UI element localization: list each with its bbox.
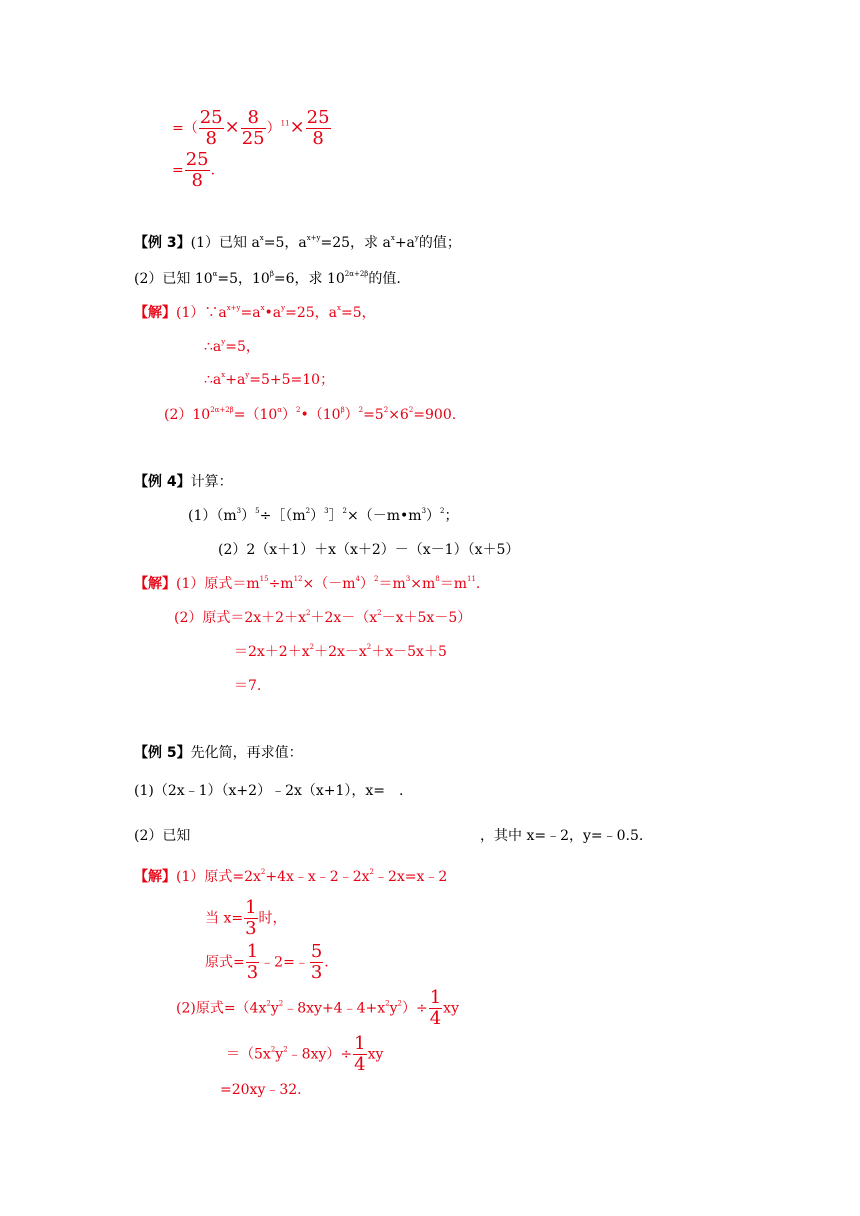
ex4-solution-4: ＝7. (234, 678, 262, 694)
exponent: 2 (305, 507, 311, 515)
exponent: x (390, 234, 395, 242)
text: 先化简，再求值： (190, 745, 303, 761)
text: ×6 (388, 407, 409, 423)
text: ＋x－5x＋5 (371, 644, 447, 660)
text: ×（－m•m (347, 508, 422, 524)
example-tag: 【例 3】 (134, 235, 191, 251)
text: ） (241, 508, 256, 524)
text: (1）（m (188, 508, 237, 524)
exponent: x+y (226, 304, 241, 312)
text: xy (443, 1000, 459, 1017)
text: y (270, 1000, 279, 1017)
fraction (199, 108, 224, 149)
text: +a (394, 235, 415, 251)
ex3-question-1 (134, 236, 461, 250)
fraction (185, 150, 210, 191)
intro-line-1 (172, 108, 332, 149)
ex5-question-2-start: (2）已知 (134, 828, 191, 844)
text: +4x﹣x﹣2﹣2x (265, 869, 370, 885)
text: •a (264, 305, 282, 321)
text: ∴a (204, 372, 222, 388)
denominator: 8 (312, 128, 324, 149)
exponent: x (221, 371, 226, 379)
text: ）÷ (401, 1000, 428, 1017)
text: =25，a (285, 305, 338, 321)
text: 原式= (205, 954, 245, 971)
text: ） (360, 576, 374, 592)
solution-tag: 【解】 (134, 869, 176, 885)
text: . (210, 162, 216, 179)
ex4-problem-1 (188, 509, 459, 523)
intro-line-2 (172, 150, 215, 191)
text: ＝m (378, 576, 406, 592)
exponent: 2 (342, 507, 348, 515)
ex4-heading (134, 475, 233, 489)
exponent: x (259, 234, 264, 242)
text: 当 x= (205, 910, 244, 927)
text: ＋2x－x (314, 644, 367, 660)
numerator: 25 (306, 107, 330, 128)
solution-tag: 【解】 (134, 305, 176, 321)
ex3-solution-4 (164, 408, 456, 422)
ex5-solution-1 (134, 870, 447, 884)
ex5-solution-3 (205, 942, 329, 983)
exponent: y (221, 338, 226, 346)
text: +a (225, 372, 246, 388)
exponent: 2 (385, 999, 390, 1008)
text: =（10 (233, 407, 278, 423)
numerator: 1 (246, 941, 259, 962)
exponent: y (281, 304, 286, 312)
solution-tag: 【解】 (134, 576, 176, 592)
fraction (244, 898, 257, 939)
denominator: 3 (310, 962, 323, 983)
text: =5+5=10； (249, 372, 335, 388)
exponent: 2 (266, 999, 271, 1008)
exponent: x+y (306, 234, 321, 242)
text: =25，求 a (320, 235, 391, 251)
text: ） (310, 508, 325, 524)
text: ） (282, 407, 297, 423)
example-tag: 【例 5】 (134, 745, 191, 761)
numerator: 1 (245, 897, 257, 918)
numerator: 5 (310, 941, 323, 962)
ex4-solution-3 (234, 645, 447, 659)
text: ； (444, 508, 459, 524)
ex3-solution-3 (204, 373, 334, 387)
denominator: 4 (354, 1054, 366, 1075)
exponent: 2 (260, 868, 266, 876)
numerator: 25 (199, 107, 223, 128)
text: 计算： (190, 474, 233, 490)
exponent: 2 (309, 643, 315, 651)
exponent: 2 (369, 868, 374, 876)
text: ＝m (439, 576, 467, 592)
text: ×m (410, 576, 436, 592)
text: xy (367, 1046, 384, 1063)
ex4-solution-1 (134, 577, 480, 591)
exponent: 12 (293, 575, 303, 583)
exponent: 2 (305, 609, 311, 617)
ex5-solution-5 (226, 1034, 383, 1075)
numerator: 25 (185, 149, 209, 170)
text: (1）∵a (176, 305, 227, 321)
exponent: 2 (440, 507, 445, 515)
text: ﹣2x=x﹣2 (373, 869, 448, 885)
exponent: y (414, 234, 419, 242)
exponent: 11 (280, 119, 290, 128)
text: ＋2x－（x (310, 610, 378, 626)
text: =900. (413, 407, 457, 423)
exponent: 8 (435, 575, 440, 583)
exponent: 2 (408, 406, 414, 414)
ex5-heading (134, 746, 303, 760)
text: = (172, 162, 184, 179)
text: (2)原式=（4x (176, 1000, 267, 1017)
exponent: 2 (397, 999, 402, 1008)
text: =5， (340, 305, 376, 321)
text: (2）已知 10 (134, 271, 213, 287)
exponent: 2α+2β (344, 270, 369, 278)
denominator: 3 (245, 918, 257, 939)
times-sign: × (224, 116, 240, 138)
text: =5 (363, 407, 384, 423)
exponent: 2 (358, 406, 364, 414)
text: ﹣8xy+4﹣4+x (283, 1000, 386, 1017)
text: ﹣8xy）÷ (287, 1046, 353, 1063)
denominator: 3 (246, 962, 259, 983)
exponent: 4 (355, 575, 360, 583)
exponent: 3 (236, 507, 242, 515)
ex3-solution-2 (204, 340, 260, 354)
text: =a (240, 305, 261, 321)
fraction (241, 108, 266, 149)
denominator: 8 (191, 170, 203, 191)
exponent: 15 (259, 575, 269, 583)
text: (1）原式=2x (176, 869, 261, 885)
text: ］ (328, 508, 343, 524)
exponent: x (337, 304, 341, 312)
text: =5，10 (217, 271, 270, 287)
text: (1）已知 a (190, 235, 260, 251)
ex4-solution-2 (174, 611, 471, 625)
fraction (353, 1034, 366, 1075)
text: 的值； (418, 235, 461, 251)
ex3-question-2 (134, 272, 401, 286)
text: (2）原式＝2x＋2＋x (174, 610, 306, 626)
text: ÷［（m (259, 508, 306, 524)
text: . (475, 576, 481, 592)
exponent: 2 (374, 575, 379, 583)
denominator: 8 (205, 128, 217, 149)
exponent: 11 (466, 575, 476, 583)
numerator: 8 (241, 108, 266, 129)
text: (1）原式＝m (176, 576, 260, 592)
text: －x＋5x－5） (381, 610, 472, 626)
text: ×（－m (302, 576, 356, 592)
exponent: α (277, 406, 283, 414)
ex5-solution-4 (176, 988, 459, 1029)
ex4-problem-2: (2）2（x＋1）＋x（x＋2）－（x－1）（x＋5） (218, 542, 520, 558)
text: =5， (225, 339, 260, 355)
text: =5，a (263, 235, 307, 251)
text: ＝2x＋2＋x (234, 644, 310, 660)
text: y (275, 1046, 284, 1063)
text: ） (266, 120, 281, 137)
text: 的值. (368, 271, 401, 287)
example-tag: 【例 4】 (134, 474, 191, 490)
numerator: 1 (354, 1033, 366, 1054)
exponent: 2α+2β (210, 406, 234, 414)
exponent: β (340, 406, 345, 414)
exponent: 2 (283, 1045, 288, 1054)
text: =6，求 10 (273, 271, 345, 287)
times-sign: × (289, 116, 305, 138)
text: ＝（5x (226, 1046, 271, 1063)
exponent: 2 (383, 406, 389, 414)
exponent: 5 (255, 507, 260, 515)
text: ） (344, 407, 359, 423)
text: ÷m (268, 576, 294, 592)
exponent: β (269, 270, 274, 278)
ex5-solution-2 (205, 898, 287, 939)
ex5-question-2-end: ，其中 x=﹣2，y=﹣0.5. (480, 828, 644, 844)
text: =（ (172, 120, 198, 137)
exponent: x (260, 304, 265, 312)
exponent: 2 (366, 643, 372, 651)
exponent: 2 (296, 406, 301, 414)
text: (2）10 (164, 407, 211, 423)
denominator: 4 (429, 1008, 442, 1029)
ex3-solution-1 (134, 306, 376, 320)
exponent: 2 (377, 609, 382, 617)
exponent: α (212, 270, 218, 278)
exponent: 3 (405, 575, 411, 583)
text: . (324, 954, 329, 971)
exponent: 3 (421, 507, 427, 515)
text: y (389, 1000, 398, 1017)
fraction (429, 988, 442, 1029)
text: ） (426, 508, 441, 524)
fraction (310, 942, 323, 983)
denominator: 25 (241, 128, 265, 149)
text: 时， (258, 910, 287, 927)
ex5-solution-6: =20xy﹣32. (220, 1082, 302, 1098)
numerator: 1 (429, 987, 442, 1008)
text: •（10 (300, 407, 341, 423)
fraction (246, 942, 259, 983)
text: ﹣2=﹣ (260, 954, 309, 971)
exponent: 3 (324, 507, 329, 515)
exponent: 2 (270, 1045, 276, 1054)
ex5-question-1: (1)（2x﹣1）（x+2）﹣2x（x+1），x= . (134, 783, 404, 799)
text: ∴a (204, 339, 222, 355)
exponent: y (245, 371, 250, 379)
exponent: 2 (278, 999, 284, 1008)
fraction (306, 108, 331, 149)
